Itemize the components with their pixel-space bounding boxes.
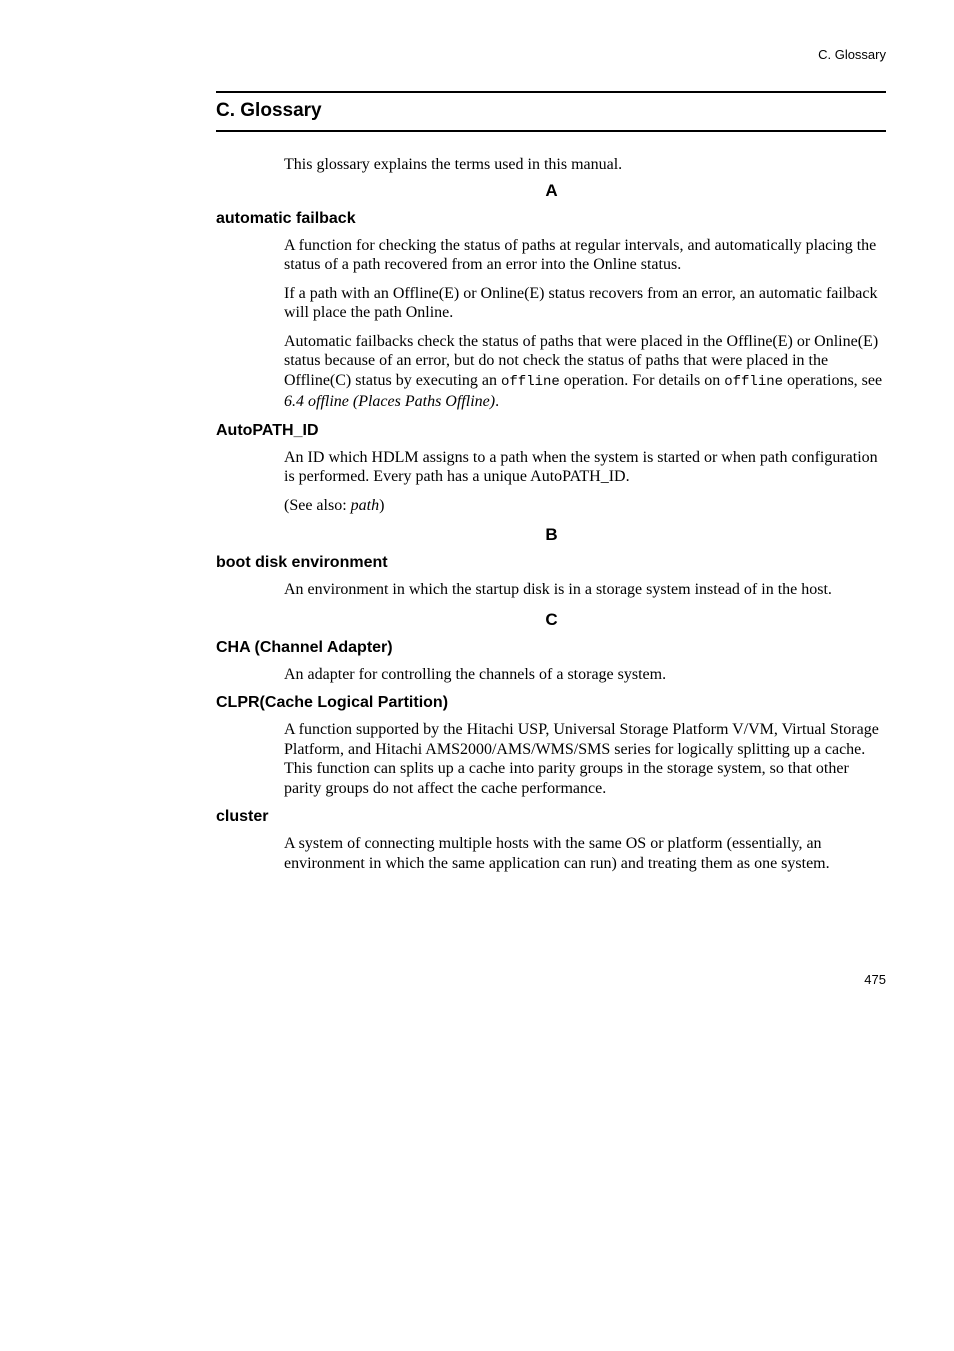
code-offline: offline [724,373,784,390]
page-title: C. Glossary [216,100,322,121]
definition-paragraph: If a path with an Offline(E) or Online(E) status recovers from an error, an automatic failback will place the path Online. [284,284,878,321]
glossary-content [216,155,886,882]
text-span: operations, see [783,371,883,389]
text-span: (See also: [284,496,351,514]
see-also [284,496,886,516]
term-cluster: cluster [216,808,269,825]
definition-paragraph: A function for checking the status of paths at regular intervals, and automatically placing the status of a path recovered from an error into the Online status. [284,236,877,273]
see-also-term: path [350,496,380,514]
text-span: ) [379,496,385,514]
definition-paragraph: A system of connecting multiple hosts with the same OS or platform (essentially, an environment in which the same application can run) and treating them as one system. [284,835,830,872]
text-span: operation. For details on [559,371,725,389]
code-offline: offline [500,373,560,390]
term-automatic-failback: automatic failback [216,209,356,227]
definition-paragraph: An adapter for controlling the channels of a storage system. [284,665,667,683]
definition-paragraph [284,332,886,412]
running-header: C. Glossary [818,47,886,62]
term-clpr: CLPR(Cache Logical Partition) [216,694,449,711]
title-block [216,91,886,132]
term-cha: CHA (Channel Adapter) [216,638,393,656]
definition-paragraph: An ID which HDLM assigns to a path when the system is started or when path configuration is performed. Every path has a unique AutoPATH_ID. [284,448,878,485]
intro-text: This glossary explains the terms used in this manual. [284,156,623,173]
section-letter-b: B [545,525,558,544]
cross-reference: 6.4 offline (Places Paths Offline) [284,393,496,410]
page-number: 475 [864,972,886,987]
text-span: Automatic failbacks check the status of paths that were placed in the Offline(E) or Online(E) status because of an error, but do not check the status of paths that were placed in the Offline(C) status by executing an [284,332,879,389]
definition-paragraph: An environment in which the startup disk is in a storage system instead of in the host. [284,581,832,598]
definition-paragraph: A function supported by the Hitachi USP, Universal Storage Platform V/VM, Virtual Storage Platform, and Hitachi AMS2000/AMS/WMS/SMS series for logically splitting up a cache. This function can splits up a cache into parity groups in the storage system, so that other parity groups do not affect the cache performance. [284,721,879,797]
text-span: . [495,393,500,410]
term-boot-disk-environment: boot disk environment [216,554,388,571]
section-letter-a: A [545,180,558,200]
term-autopath-id: AutoPATH_ID [216,421,319,439]
section-letter-c: C [545,609,558,629]
